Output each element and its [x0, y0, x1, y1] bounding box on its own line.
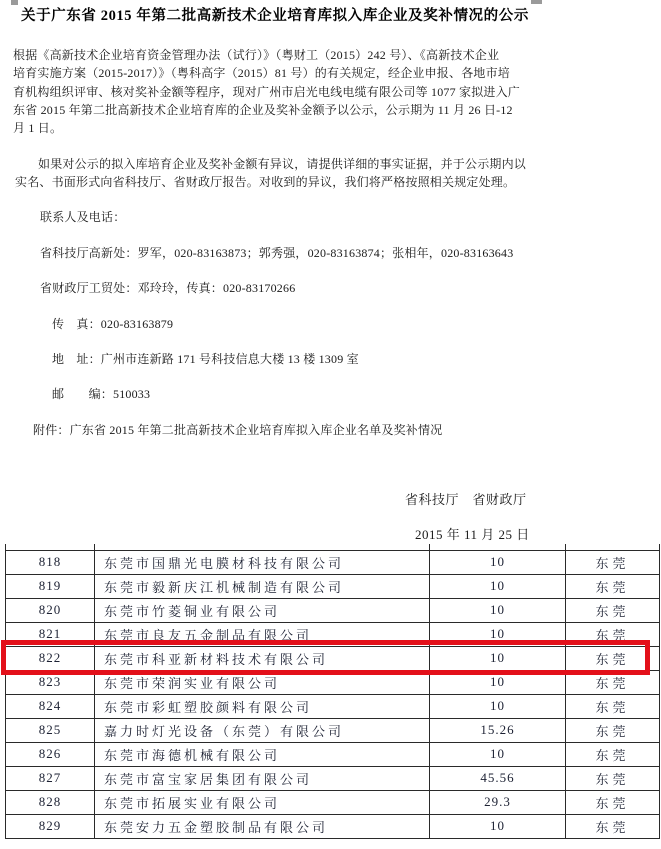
paragraph1-line4: 东省 2015 年第二批高新技术企业培育库的企业及奖补金额予以公示，公示期为 11 月 26 日-12	[13, 103, 513, 117]
paragraph2-line2: 实名、书面形式向省科技厅、省财政厅报告。对收到的异议，我们将严格按照相关规定处理。	[15, 175, 516, 189]
notice-title: 关于广东省 2015 年第二批高新技术企业培育库拟入库企业及奖补情况的公示	[21, 8, 529, 24]
award-amount-cell: 45.56	[430, 766, 566, 790]
row-number-cell: 818	[6, 550, 95, 574]
award-amount-cell: 10	[430, 550, 566, 574]
award-amount-cell: 10	[430, 574, 566, 598]
table-row	[6, 622, 660, 646]
contact-address: 地 址：广州市连新路 171 号科技信息大楼 13 楼 1309 室	[52, 352, 359, 366]
table-row	[6, 670, 660, 694]
award-amount-cell: 10	[430, 694, 566, 718]
table-row	[6, 550, 660, 574]
award-amount-cell: 10	[430, 646, 566, 670]
row-number-cell: 829	[6, 814, 95, 838]
row-number-cell: 822	[6, 646, 95, 670]
award-amount-cell: 10	[430, 622, 566, 646]
row-number-cell: 821	[6, 622, 95, 646]
award-amount-cell: 10	[430, 742, 566, 766]
company-name-cell: 嘉力时灯光设备（东莞）有限公司	[95, 718, 430, 742]
table-row	[6, 790, 660, 814]
signature-date: 2015 年 11 月 25 日	[415, 527, 530, 542]
award-amount-cell: 10	[430, 670, 566, 694]
city-cell: 东莞	[566, 622, 660, 646]
clipped-text-fragment-right	[531, 0, 542, 4]
table-row	[6, 574, 660, 598]
city-cell: 东莞	[566, 766, 660, 790]
contact-science-dept: 省科技厅高新处：罗军，020-83163873；郭秀强，020-83163874；张相年，020-83163643	[40, 246, 514, 260]
row-number-cell: 826	[6, 742, 95, 766]
company-name-cell: 东莞市海德机械有限公司	[95, 742, 430, 766]
paragraph2-line1: 如果对公示的拟入库培育企业及奖补金额有异议，请提供详细的事实证据，并于公示期内以	[38, 157, 527, 171]
table-row-highlighted	[6, 646, 660, 670]
row-number-cell: 823	[6, 670, 95, 694]
enterprise-award-table	[5, 544, 660, 839]
company-name-cell: 东莞市国鼎光电膜材科技有限公司	[95, 550, 430, 574]
clipped-text-fragment-left	[11, 0, 18, 5]
city-cell: 东莞	[566, 814, 660, 838]
paragraph1-line3: 育机构组织评审、核对奖补金额等程序，现对广州市启光电线电缆有限公司等 1077 家拟进入广	[13, 85, 521, 99]
row-number-cell: 828	[6, 790, 95, 814]
company-name-cell: 东莞市毅新庆江机械制造有限公司	[95, 574, 430, 598]
signature-departments: 省科技厅 省财政厅	[405, 492, 527, 507]
row-number-cell: 825	[6, 718, 95, 742]
row-number-cell: 827	[6, 766, 95, 790]
row-number-cell: 824	[6, 694, 95, 718]
company-name-cell: 东莞安力五金塑胶制品有限公司	[95, 814, 430, 838]
company-name-cell: 东莞市彩虹塑胶颜料有限公司	[95, 694, 430, 718]
contact-postcode: 邮 编：510033	[52, 387, 151, 401]
table-row	[6, 598, 660, 622]
city-cell: 东莞	[566, 646, 660, 670]
award-amount-cell: 10	[430, 598, 566, 622]
company-name-cell: 东莞市拓展实业有限公司	[95, 790, 430, 814]
table-row	[6, 694, 660, 718]
city-cell: 东莞	[566, 790, 660, 814]
city-cell: 东莞	[566, 742, 660, 766]
company-name-cell: 东莞市富宝家居集团有限公司	[95, 766, 430, 790]
paragraph1-line1: 根据《高新技术企业培育资金管理办法（试行）》（粤财工（2015）242 号）、《高新技术企业	[13, 48, 500, 62]
company-name-cell: 东莞市荣润实业有限公司	[95, 670, 430, 694]
table-row	[6, 718, 660, 742]
award-amount-cell: 15.26	[430, 718, 566, 742]
company-name-cell: 东莞市良友五金制品有限公司	[95, 622, 430, 646]
table-row	[6, 766, 660, 790]
attachment-note: 附件：广东省 2015 年第二批高新技术企业培育库拟入库企业名单及奖补情况	[33, 423, 443, 437]
paragraph1-line2: 培育实施方案（2015-2017）》（粤科高字（2015）81 号）的有关规定，经企业申报、各地市培	[13, 66, 510, 80]
contact-fax: 传 真：020-83163879	[52, 317, 174, 331]
city-cell: 东莞	[566, 718, 660, 742]
contact-heading: 联系人及电话：	[40, 210, 126, 224]
company-name-cell: 东莞市科亚新材料技术有限公司	[95, 646, 430, 670]
row-number-cell: 820	[6, 598, 95, 622]
paragraph1-line5: 月 1 日。	[13, 121, 63, 135]
city-cell: 东莞	[566, 670, 660, 694]
table-row	[6, 742, 660, 766]
row-number-cell: 819	[6, 574, 95, 598]
city-cell: 东莞	[566, 574, 660, 598]
table-row	[6, 814, 660, 838]
contact-finance-dept: 省财政厅工贸处：邓玲玲，传真：020-83170266	[40, 281, 296, 295]
city-cell: 东莞	[566, 694, 660, 718]
city-cell: 东莞	[566, 550, 660, 574]
city-cell: 东莞	[566, 598, 660, 622]
award-amount-cell: 29.3	[430, 790, 566, 814]
company-name-cell: 东莞市竹菱铜业有限公司	[95, 598, 430, 622]
award-amount-cell: 10	[430, 814, 566, 838]
